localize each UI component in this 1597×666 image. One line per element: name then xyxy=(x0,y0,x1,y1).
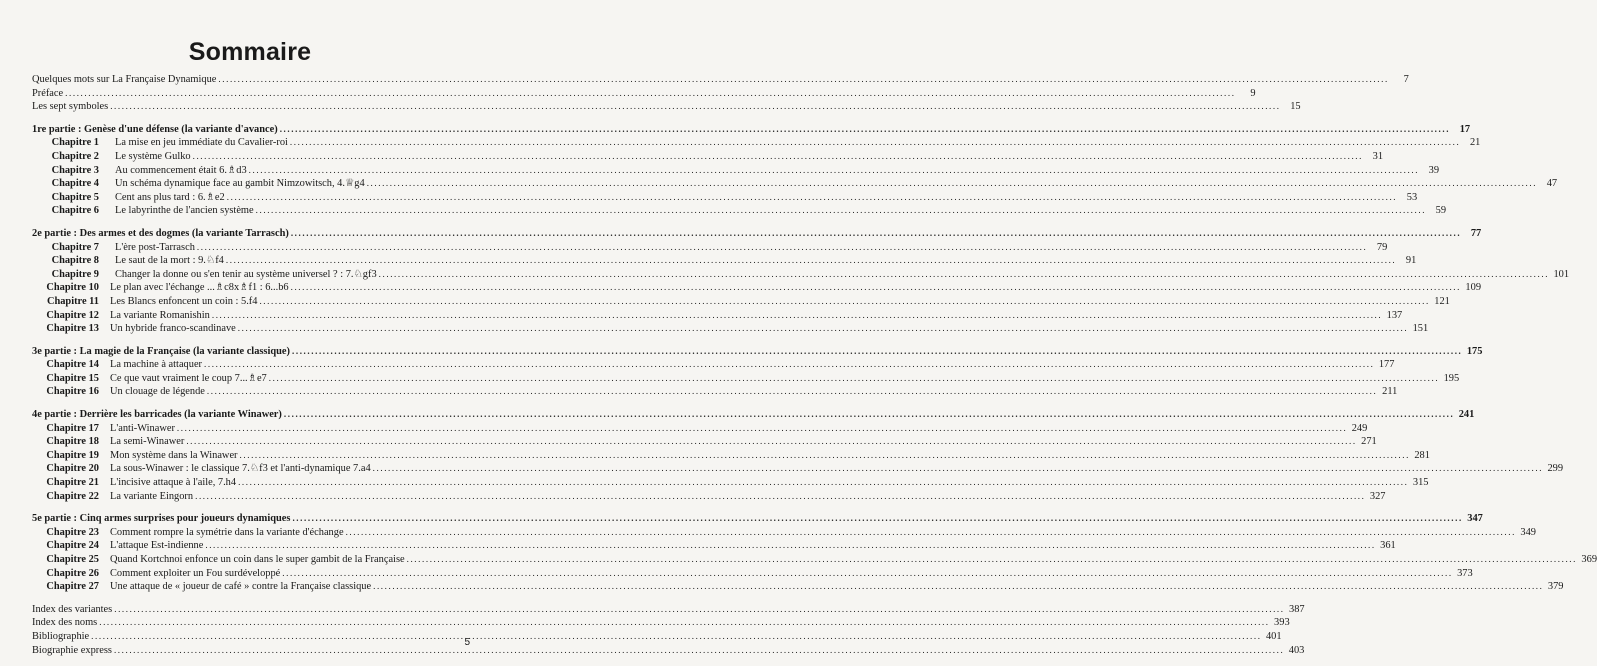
chapter-page: 195 xyxy=(1443,372,1460,384)
dot-leader xyxy=(114,603,1284,616)
chapter-label: Chapitre 13 xyxy=(46,323,99,335)
dot-leader xyxy=(346,526,1516,539)
chapter-label: Chapitre 6 xyxy=(51,205,99,217)
part-heading-title: 3e partie : La magie de la Française (la variante classique) xyxy=(32,345,290,357)
chapter-page: 53 xyxy=(1406,191,1418,203)
dot-leader xyxy=(292,345,1462,358)
dot-leader xyxy=(249,164,1419,177)
dot-leader xyxy=(227,191,1397,204)
chapter-entry xyxy=(32,295,1450,309)
chapter-label: Chapitre 14 xyxy=(46,359,99,371)
chapter-page: 315 xyxy=(1412,477,1429,489)
chapter-entry xyxy=(32,476,1429,490)
dot-leader xyxy=(212,309,1382,322)
chapter-page: 39 xyxy=(1428,164,1440,176)
chapter-label: Chapitre 8 xyxy=(51,255,99,267)
chapter-entry xyxy=(32,177,1558,191)
chapter-title: Un hybride franco-scandinave xyxy=(110,323,236,335)
chapter-title: La variante Romanishin xyxy=(110,309,210,321)
spacer xyxy=(32,336,455,345)
dot-leader xyxy=(114,644,1284,657)
part-heading-title: 2e partie : Des armes et des dogmes (la variante Tarrasch) xyxy=(32,227,289,239)
chapter-label: Chapitre 12 xyxy=(46,309,99,321)
chapter-page: 137 xyxy=(1386,309,1403,321)
chapter-page: 379 xyxy=(1547,581,1564,593)
chapter-entry xyxy=(32,435,1377,449)
chapter-label: Chapitre 22 xyxy=(46,490,99,502)
dot-leader xyxy=(91,630,1261,643)
chapter-title: Changer la donne ou s'en tenir au système universel ? : 7.♘gf3 xyxy=(115,268,377,280)
part-heading xyxy=(32,123,1471,137)
front-entry-title: Quelques mots sur La Française Dynamique xyxy=(32,74,217,85)
chapter-entry xyxy=(32,136,1481,150)
chapter-entry xyxy=(32,164,1440,178)
dot-leader xyxy=(284,408,1454,421)
chapter-label: Chapitre 11 xyxy=(46,295,99,307)
back-entry xyxy=(32,644,1305,658)
spacer xyxy=(32,218,455,227)
part-heading-page: 347 xyxy=(1467,513,1483,525)
chapter-title: Une attaque de « joueur de café » contre la Française classique xyxy=(110,581,372,593)
chapter-entry xyxy=(32,526,1536,540)
chapter-page: 349 xyxy=(1520,526,1536,538)
chapter-entry xyxy=(32,150,1384,164)
chapter-entry xyxy=(32,490,1386,504)
part-heading-title: 5e partie : Cinq armes surprises pour joueurs dynamiques xyxy=(32,513,291,525)
front-entry xyxy=(32,73,1409,87)
chapter-entry xyxy=(32,268,1570,282)
chapter-label: Chapitre 20 xyxy=(46,463,99,475)
chapter-entry xyxy=(32,322,1429,336)
front-entry-page: 7 xyxy=(1403,74,1409,85)
chapter-page: 271 xyxy=(1361,436,1377,448)
back-entry-page: 401 xyxy=(1265,630,1282,642)
dot-leader xyxy=(292,512,1462,525)
dot-leader xyxy=(367,177,1537,190)
part-heading xyxy=(32,227,1482,241)
chapter-label: Chapitre 25 xyxy=(46,554,99,565)
chapter-title: Le plan avec l'échange ...♗c8x♗f1 : 6...b6 xyxy=(110,282,289,294)
part-heading xyxy=(32,408,1475,422)
front-entry-page: 15 xyxy=(1290,101,1301,113)
part-heading-page: 175 xyxy=(1466,345,1483,357)
chapter-title: La mise en jeu immédiate du Cavalier-roi xyxy=(115,137,288,149)
spacer xyxy=(32,503,455,512)
chapter-page: 249 xyxy=(1351,422,1368,434)
chapter-title: Mon système dans la Winawer xyxy=(110,449,238,461)
chapter-title: La machine à attaquer xyxy=(110,359,203,371)
front-entry-page: 9 xyxy=(1250,87,1256,99)
chapter-entry xyxy=(32,567,1473,581)
back-entry-page: 393 xyxy=(1274,617,1290,629)
chapter-label: Chapitre 7 xyxy=(51,241,99,253)
chapter-page: 369 xyxy=(1581,554,1597,565)
chapter-label: Chapitre 10 xyxy=(46,282,99,294)
chapter-title: Cent ans plus tard : 6.♗e2 xyxy=(115,191,225,203)
chapter-page: 109 xyxy=(1465,282,1482,294)
front-entry-title: Les sept symboles xyxy=(32,101,109,113)
chapter-title: L'incisive attaque à l'aile, 7.h4 xyxy=(110,477,237,489)
page-title: Sommaire xyxy=(188,38,312,66)
spacer xyxy=(32,399,455,408)
chapter-entry xyxy=(32,241,1388,255)
dot-leader xyxy=(110,100,1280,113)
dot-leader xyxy=(207,385,1377,398)
chapter-title: Au commencement était 6.♗d3 xyxy=(115,164,247,176)
dot-leader xyxy=(238,322,1408,335)
dot-leader xyxy=(195,490,1365,503)
chapter-label: Chapitre 24 xyxy=(46,540,99,552)
chapter-page: 151 xyxy=(1412,323,1429,335)
chapter-entry xyxy=(32,539,1396,553)
chapter-page: 47 xyxy=(1546,178,1558,190)
chapter-entry xyxy=(32,422,1368,436)
chapter-label: Chapitre 21 xyxy=(46,477,99,489)
spacer xyxy=(32,594,455,603)
chapter-entry xyxy=(32,191,1418,205)
chapter-entry xyxy=(32,358,1395,372)
chapter-entry xyxy=(32,281,1482,295)
part-heading-page: 241 xyxy=(1458,409,1475,421)
dot-leader xyxy=(177,422,1347,435)
chapter-entry xyxy=(32,449,1430,463)
back-entry xyxy=(32,603,1305,617)
chapter-entry xyxy=(32,309,1403,323)
back-entry-page: 403 xyxy=(1288,644,1305,656)
chapter-title: L'anti-Winawer xyxy=(110,422,175,434)
dot-leader xyxy=(99,616,1269,629)
chapter-page: 211 xyxy=(1382,386,1398,398)
chapter-entry xyxy=(32,204,1447,218)
chapter-title: Le saut de la mort : 9.♘f4 xyxy=(115,255,224,267)
chapter-title: Un schéma dynamique face au gambit Nimzowitsch, 4.♕g4 xyxy=(115,178,365,190)
dot-leader xyxy=(226,254,1396,267)
chapter-label: Chapitre 15 xyxy=(46,372,99,384)
chapter-entry xyxy=(32,553,1597,567)
dot-leader xyxy=(256,204,1426,217)
dot-leader xyxy=(379,268,1549,281)
chapter-page: 177 xyxy=(1378,359,1395,371)
chapter-entry xyxy=(32,254,1417,268)
chapter-page: 373 xyxy=(1457,567,1473,579)
chapter-label: Chapitre 19 xyxy=(46,449,99,461)
dot-leader xyxy=(407,553,1577,566)
dot-leader xyxy=(240,449,1410,462)
chapter-page: 361 xyxy=(1380,540,1396,552)
chapter-page: 327 xyxy=(1369,490,1386,502)
dot-leader xyxy=(373,462,1543,475)
dot-leader xyxy=(65,87,1235,100)
dot-leader xyxy=(218,73,1388,86)
chapter-page: 21 xyxy=(1469,137,1481,149)
chapter-label: Chapitre 9 xyxy=(51,268,99,280)
part-heading xyxy=(32,345,1483,359)
dot-leader xyxy=(291,227,1461,240)
page-number: 5 xyxy=(464,637,470,648)
chapter-title: Ce que vaut vraiment le coup 7...♗e7 xyxy=(110,372,267,384)
part-heading-page: 77 xyxy=(1470,227,1482,239)
chapter-title: La sous-Winawer : le classique 7.♘f3 et l'anti-dynamique 7.a4 xyxy=(110,463,371,475)
back-entry xyxy=(32,616,1290,630)
chapter-page: 91 xyxy=(1405,255,1417,267)
chapter-page: 79 xyxy=(1376,241,1388,253)
chapter-title: Un clouage de légende xyxy=(110,386,205,398)
chapter-label: Chapitre 17 xyxy=(46,422,99,434)
back-entry-title: Index des noms xyxy=(32,617,98,629)
chapter-title: Comment exploiter un Fou surdéveloppé xyxy=(110,567,281,579)
chapter-page: 299 xyxy=(1547,463,1564,475)
chapter-label: Chapitre 4 xyxy=(51,178,99,190)
chapter-label: Chapitre 27 xyxy=(46,581,99,593)
chapter-label: Chapitre 3 xyxy=(51,164,99,176)
dot-leader xyxy=(259,295,1429,308)
part-heading xyxy=(32,512,1483,526)
part-heading-page: 17 xyxy=(1459,123,1471,135)
front-entry xyxy=(32,87,1256,101)
chapter-title: Le labyrinthe de l'ancien système xyxy=(115,205,254,217)
front-entry-title: Préface xyxy=(32,87,64,99)
dot-leader xyxy=(290,136,1460,149)
chapter-entry xyxy=(32,385,1398,399)
chapter-entry xyxy=(32,462,1564,476)
back-entry xyxy=(32,630,1282,644)
chapter-entry xyxy=(32,372,1460,386)
chapter-title: L'attaque Est-indienne xyxy=(110,540,204,552)
chapter-label: Chapitre 2 xyxy=(51,150,99,162)
back-entry-title: Bibliographie xyxy=(32,630,90,642)
back-entry-page: 387 xyxy=(1289,603,1305,615)
chapter-title: Comment rompre la symétrie dans la variante d'échange xyxy=(110,526,344,538)
back-entry-title: Biographie express xyxy=(32,644,112,656)
chapter-entry xyxy=(32,580,1564,594)
spacer xyxy=(32,114,455,123)
chapter-title: L'ère post-Tarrasch xyxy=(115,241,195,253)
chapter-label: Chapitre 5 xyxy=(51,191,99,203)
dot-leader xyxy=(186,435,1356,448)
chapter-page: 101 xyxy=(1553,268,1570,280)
chapter-title: Quand Kortchnoi enfonce un coin dans le super gambit de la Française xyxy=(110,554,405,565)
dot-leader xyxy=(282,567,1452,580)
part-heading-title: 4e partie : Derrière les barricades (la variante Winawer) xyxy=(32,409,282,421)
chapter-page: 281 xyxy=(1414,449,1430,461)
dot-leader xyxy=(197,241,1367,254)
chapter-label: Chapitre 1 xyxy=(51,137,99,149)
chapter-label: Chapitre 26 xyxy=(46,567,99,579)
chapter-title: La semi-Winawer xyxy=(110,436,185,448)
dot-leader xyxy=(205,539,1375,552)
chapter-label: Chapitre 18 xyxy=(46,436,99,448)
chapter-title: Les Blancs enfoncent un coin : 5.f4 xyxy=(110,295,258,307)
chapter-label: Chapitre 16 xyxy=(46,386,99,398)
chapter-page: 31 xyxy=(1372,150,1384,162)
part-heading-title: 1re partie : Genèse d'une défense (la variante d'avance) xyxy=(32,123,278,135)
front-entry xyxy=(32,100,1301,114)
dot-leader xyxy=(291,281,1461,294)
back-entry-title: Index des variantes xyxy=(32,603,113,615)
chapter-title: Le système Gulko xyxy=(115,150,191,162)
chapter-title: La variante Eingorn xyxy=(110,490,194,502)
dot-leader xyxy=(280,123,1450,136)
dot-leader xyxy=(193,150,1363,163)
chapter-label: Chapitre 23 xyxy=(46,526,99,538)
dot-leader xyxy=(269,372,1439,385)
table-of-contents xyxy=(32,73,1597,657)
dot-leader xyxy=(373,580,1543,593)
dot-leader xyxy=(204,358,1374,371)
chapter-page: 59 xyxy=(1435,205,1447,217)
chapter-page: 121 xyxy=(1434,295,1450,307)
dot-leader xyxy=(238,476,1408,489)
